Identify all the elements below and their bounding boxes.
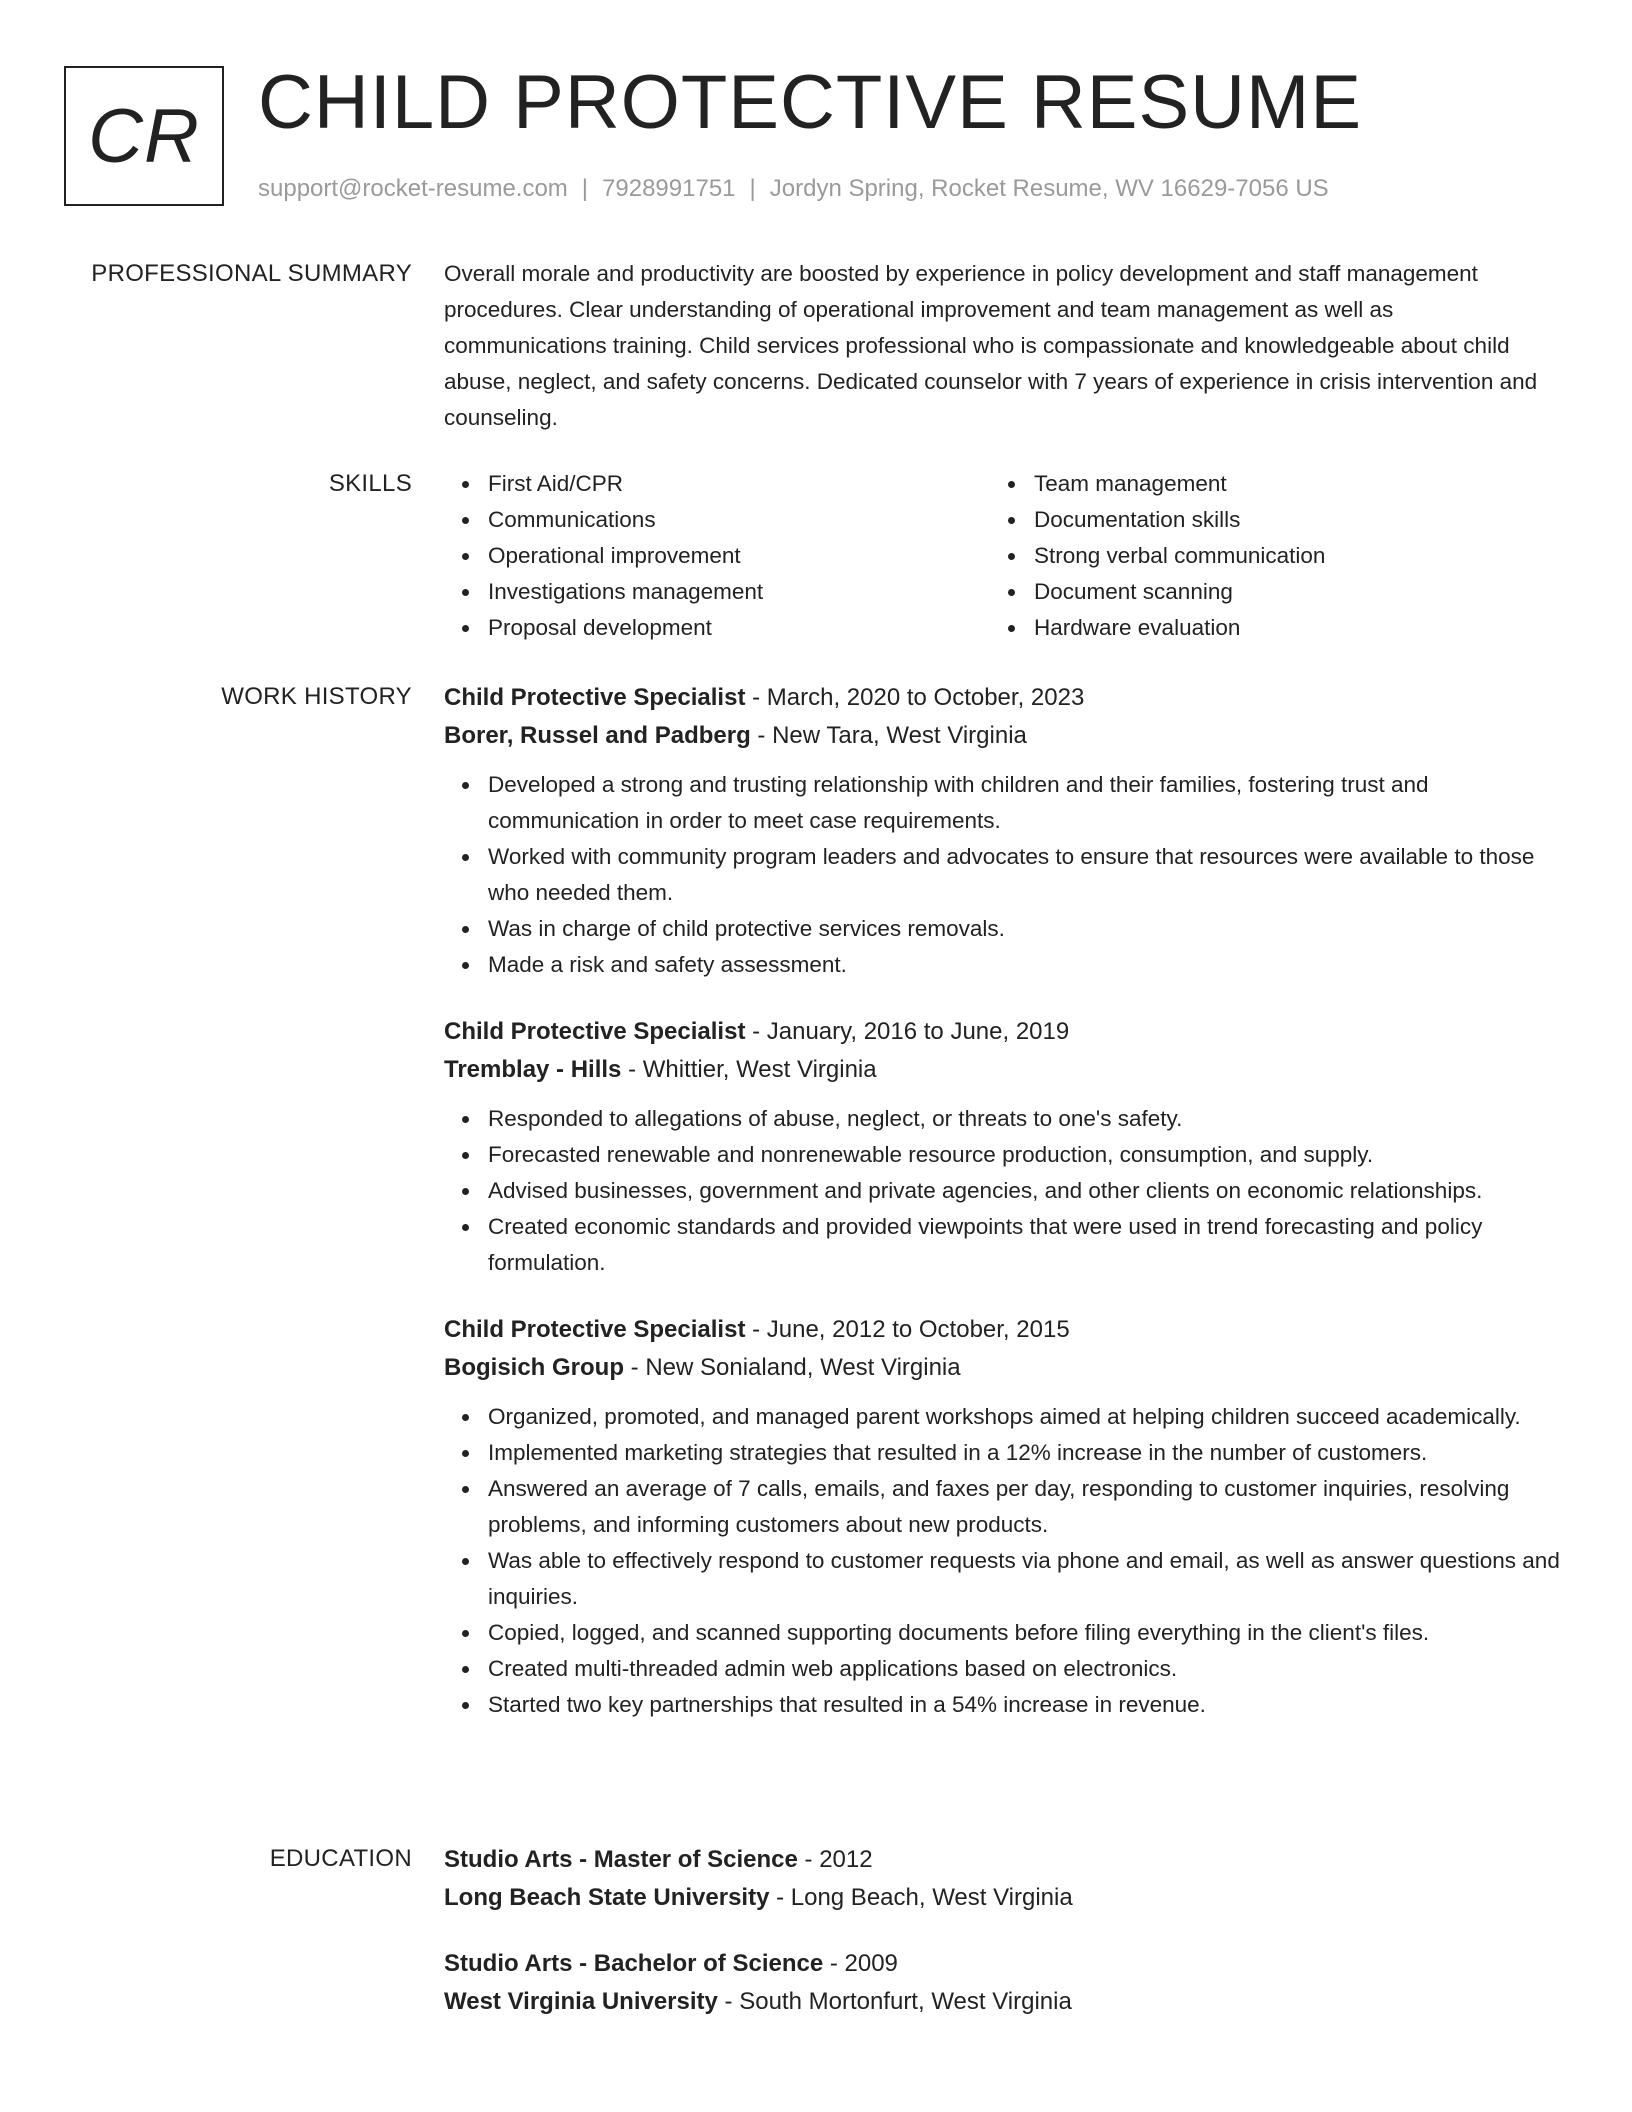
- job-bullet: Organized, promoted, and managed parent workshops aimed at helping children succeed academically.: [444, 1399, 1560, 1435]
- skill-item: Strong verbal communication: [990, 538, 1536, 574]
- contact-separator: |: [749, 175, 756, 202]
- skills-grid: [444, 466, 1560, 646]
- job-bullet: Made a risk and safety assessment.: [444, 947, 1560, 983]
- education-school-line: [444, 1983, 1560, 2021]
- skill-item: Team management: [990, 466, 1536, 502]
- skill-item: Investigations management: [444, 574, 990, 610]
- education-body: [444, 1841, 1560, 2049]
- job-bullet: Was able to effectively respond to customer requests via phone and email, as well as answer questions and inquiries.: [444, 1543, 1560, 1615]
- job-title-line: [444, 1013, 1560, 1051]
- job-title-line: [444, 679, 1560, 717]
- education-year: - 2012: [797, 1846, 873, 1873]
- skills-heading: SKILLS: [328, 470, 412, 497]
- education-heading: EDUCATION: [269, 1845, 412, 1872]
- skill-item: Communications: [444, 502, 990, 538]
- work-history-body: [444, 679, 1560, 1753]
- job-title: Child Protective Specialist: [444, 1018, 746, 1045]
- education-school: West Virginia University: [444, 1988, 718, 2015]
- job-title: Child Protective Specialist: [444, 684, 746, 711]
- contact-separator: |: [581, 175, 589, 202]
- job-dates: - January, 2016 to June, 2019: [745, 1018, 1070, 1045]
- contact-address: Jordyn Spring, Rocket Resume, WV 16629-7056 US: [769, 175, 1329, 202]
- job-dates: - March, 2020 to October, 2023: [745, 684, 1085, 711]
- work-history-heading: WORK HISTORY: [221, 683, 412, 710]
- job-company: Bogisich Group: [444, 1354, 624, 1381]
- summary-text: Overall morale and productivity are boosted by experience in policy development and staff management procedures. Clear understanding of operational improvement and team management as well as communications training. Child services professional who is compassionate and knowledgeable about child abuse, neglect, and safety concerns. Dedicated counselor with 7 years of experience in crisis intervention and counseling.: [444, 261, 1538, 430]
- job-bullet: Copied, logged, and scanned supporting documents before filing everything in the client's files.: [444, 1615, 1560, 1651]
- job-bullet: Worked with community program leaders and advocates to ensure that resources were available to those who needed them.: [444, 839, 1560, 911]
- skills-column-left: [444, 466, 990, 646]
- job-company-line: [444, 717, 1560, 755]
- education-degree-line: [444, 1945, 1560, 1983]
- job-bullet: Developed a strong and trusting relationship with children and their families, fostering trust and communication in order to meet case requirements.: [444, 767, 1560, 839]
- job-bullet: Started two key partnerships that resulted in a 54% increase in revenue.: [444, 1687, 1560, 1723]
- skills-body: [444, 466, 1560, 646]
- education-degree: Studio Arts - Master of Science: [444, 1846, 798, 1873]
- job-company-line: [444, 1051, 1560, 1089]
- job-bullet: Created multi-threaded admin web applications based on electronics.: [444, 1651, 1560, 1687]
- education-degree-line: [444, 1841, 1560, 1879]
- job-company: Borer, Russel and Padberg: [444, 722, 751, 749]
- job-location: - New Sonialand, West Virginia: [624, 1354, 961, 1381]
- skill-item: Operational improvement: [444, 538, 990, 574]
- job-bullet: Implemented marketing strategies that resulted in a 12% increase in the number of customers.: [444, 1435, 1560, 1471]
- job-bullet: Responded to allegations of abuse, neglect, or threats to one's safety.: [444, 1101, 1560, 1137]
- job-bullet: Forecasted renewable and nonrenewable resource production, consumption, and supply.: [444, 1137, 1560, 1173]
- job-entry: [444, 1013, 1560, 1281]
- job-bullet: Created economic standards and provided viewpoints that were used in trend forecasting and policy formulation.: [444, 1209, 1560, 1281]
- job-bullet: Advised businesses, government and private agencies, and other clients on economic relationships.: [444, 1173, 1560, 1209]
- education-degree: Studio Arts - Bachelor of Science: [444, 1950, 824, 1977]
- job-entry: [444, 679, 1560, 983]
- job-location: - New Tara, West Virginia: [750, 722, 1027, 749]
- skill-item: Document scanning: [990, 574, 1536, 610]
- education-location: - Long Beach, West Virginia: [769, 1884, 1073, 1911]
- education-year: - 2009: [823, 1950, 898, 1977]
- education-entry: [444, 1841, 1560, 1917]
- job-title: Child Protective Specialist: [444, 1316, 746, 1343]
- education-location: - South Mortonfurt, West Virginia: [717, 1988, 1072, 2015]
- summary-heading: PROFESSIONAL SUMMARY: [91, 260, 412, 287]
- skills-column-right: [990, 466, 1536, 646]
- contact-phone[interactable]: 7928991751: [602, 175, 736, 202]
- education-school: Long Beach State University: [444, 1884, 770, 1911]
- skill-item: Proposal development: [444, 610, 990, 646]
- job-bullet: Answered an average of 7 calls, emails, and faxes per day, responding to customer inquiries, resolving problems, and informing customers about new products.: [444, 1471, 1560, 1543]
- job-bullet: Was in charge of child protective services removals.: [444, 911, 1560, 947]
- job-bullets: [444, 1101, 1560, 1281]
- education-school-line: [444, 1879, 1560, 1917]
- job-entry: [444, 1311, 1560, 1723]
- contact-email[interactable]: support@rocket-resume.com: [258, 175, 568, 202]
- summary-body: [444, 256, 1560, 436]
- job-location: - Whittier, West Virginia: [621, 1056, 877, 1083]
- job-company: Tremblay - Hills: [444, 1056, 622, 1083]
- job-bullets: [444, 767, 1560, 983]
- skill-item: Documentation skills: [990, 502, 1536, 538]
- skill-item: Hardware evaluation: [990, 610, 1536, 646]
- education-entry: [444, 1945, 1560, 2021]
- skill-item: First Aid/CPR: [444, 466, 990, 502]
- monogram-box: [64, 66, 224, 206]
- resume-title: CHILD PROTECTIVE RESUME: [258, 60, 1363, 145]
- job-dates: - June, 2012 to October, 2015: [745, 1316, 1070, 1343]
- job-bullets: [444, 1399, 1560, 1723]
- monogram-initials: CR: [88, 93, 200, 179]
- job-title-line: [444, 1311, 1560, 1349]
- contact-line: [258, 174, 1329, 204]
- job-company-line: [444, 1349, 1560, 1387]
